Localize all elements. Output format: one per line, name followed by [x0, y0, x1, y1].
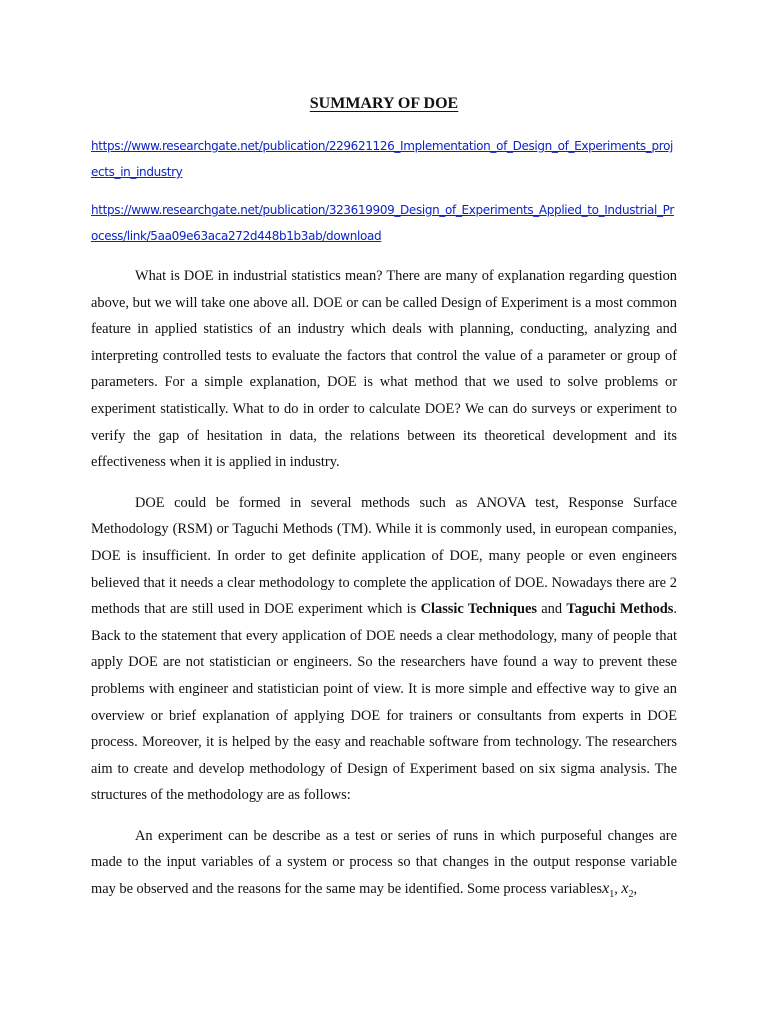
paragraph-experiment-definition — [91, 823, 677, 909]
reference-link-1[interactable]: https://www.researchgate.net/publication/229621126_Implementation_of_Design_of_Experiments_projects_in_industry — [91, 139, 674, 179]
reference-link-block-1 — [91, 133, 677, 185]
math-variable-x1: $x_1$ — [602, 880, 615, 901]
bold-taguchi-methods: Taguchi Methods — [566, 601, 674, 618]
reference-link-block-2 — [91, 197, 677, 249]
paragraph-methods-text-2: . Back to the statement that every application of DOE needs a clear methodology, many of people that apply DOE are not statistician or engineers. So the researchers have found a way to prevent these problems with engineer and statistician point of view. It is more simple and effective way to give an overview or brief explanation of applying DOE for trainers or consultants from experts in DOE process. Moreover, it is helped by the easy and reachable software from technology. The researchers aim to create and develop methodology of Design of Experiment based on six sigma analysis. The structures of the methodology are as follows: — [91, 601, 678, 804]
math-separator-2: , — [633, 881, 638, 898]
paragraph-methods-text-1: DOE could be formed in several methods such as ANOVA test, Response Surface Methodology (RSM) or Taguchi Methods (TM). While it is commonly used, in european companies, DOE is insufficient. In order to get definite application of DOE, many people or even engineers believed that it needs a clear methodology to complete the application of DOE. Nowadays there are 2 methods that are still used in DOE experiment which is — [91, 494, 677, 618]
math-variable-x2: $x_2$ — [621, 880, 634, 901]
paragraph-experiment-text: An experiment can be describe as a test or series of runs in which purposeful changes are made to the input variables of a system or process so that changes in the output response variable may be observed and the reasons for the same may be identified. Some process variables — [91, 827, 677, 898]
math-separator-1: , — [614, 881, 622, 898]
paragraph-doe-definition: What is DOE in industrial statistics mean? There are many of explanation regarding question above, but we will take one above all. DOE or can be called Design of Experiment is a most common feature in applied statistics of an industry which deals with planning, conducting, analyzing and interpreting controlled tests to evaluate the factors that control the value of a parameter or group of parameters. For a simple explanation, DOE is what method that we used to solve problems or experiment statistically. What to do in order to calculate DOE? We can do surveys or experiment to verify the gap of hesitation in data, the relations between its theoretical development and its effectiveness when it is applied in industry. — [91, 268, 677, 471]
bold-classic-techniques: Classic Techniques — [420, 601, 537, 618]
paragraph-methods-and: and — [536, 601, 567, 618]
paragraph-doe-methods — [91, 490, 677, 809]
reference-link-2[interactable]: https://www.researchgate.net/publication/323619909_Design_of_Experiments_Applied_to_Industrial_Process/link/5aa09e63aca272d448b1b3ab/download — [91, 203, 674, 243]
document-title: SUMMARY OF DOE — [309, 95, 459, 112]
